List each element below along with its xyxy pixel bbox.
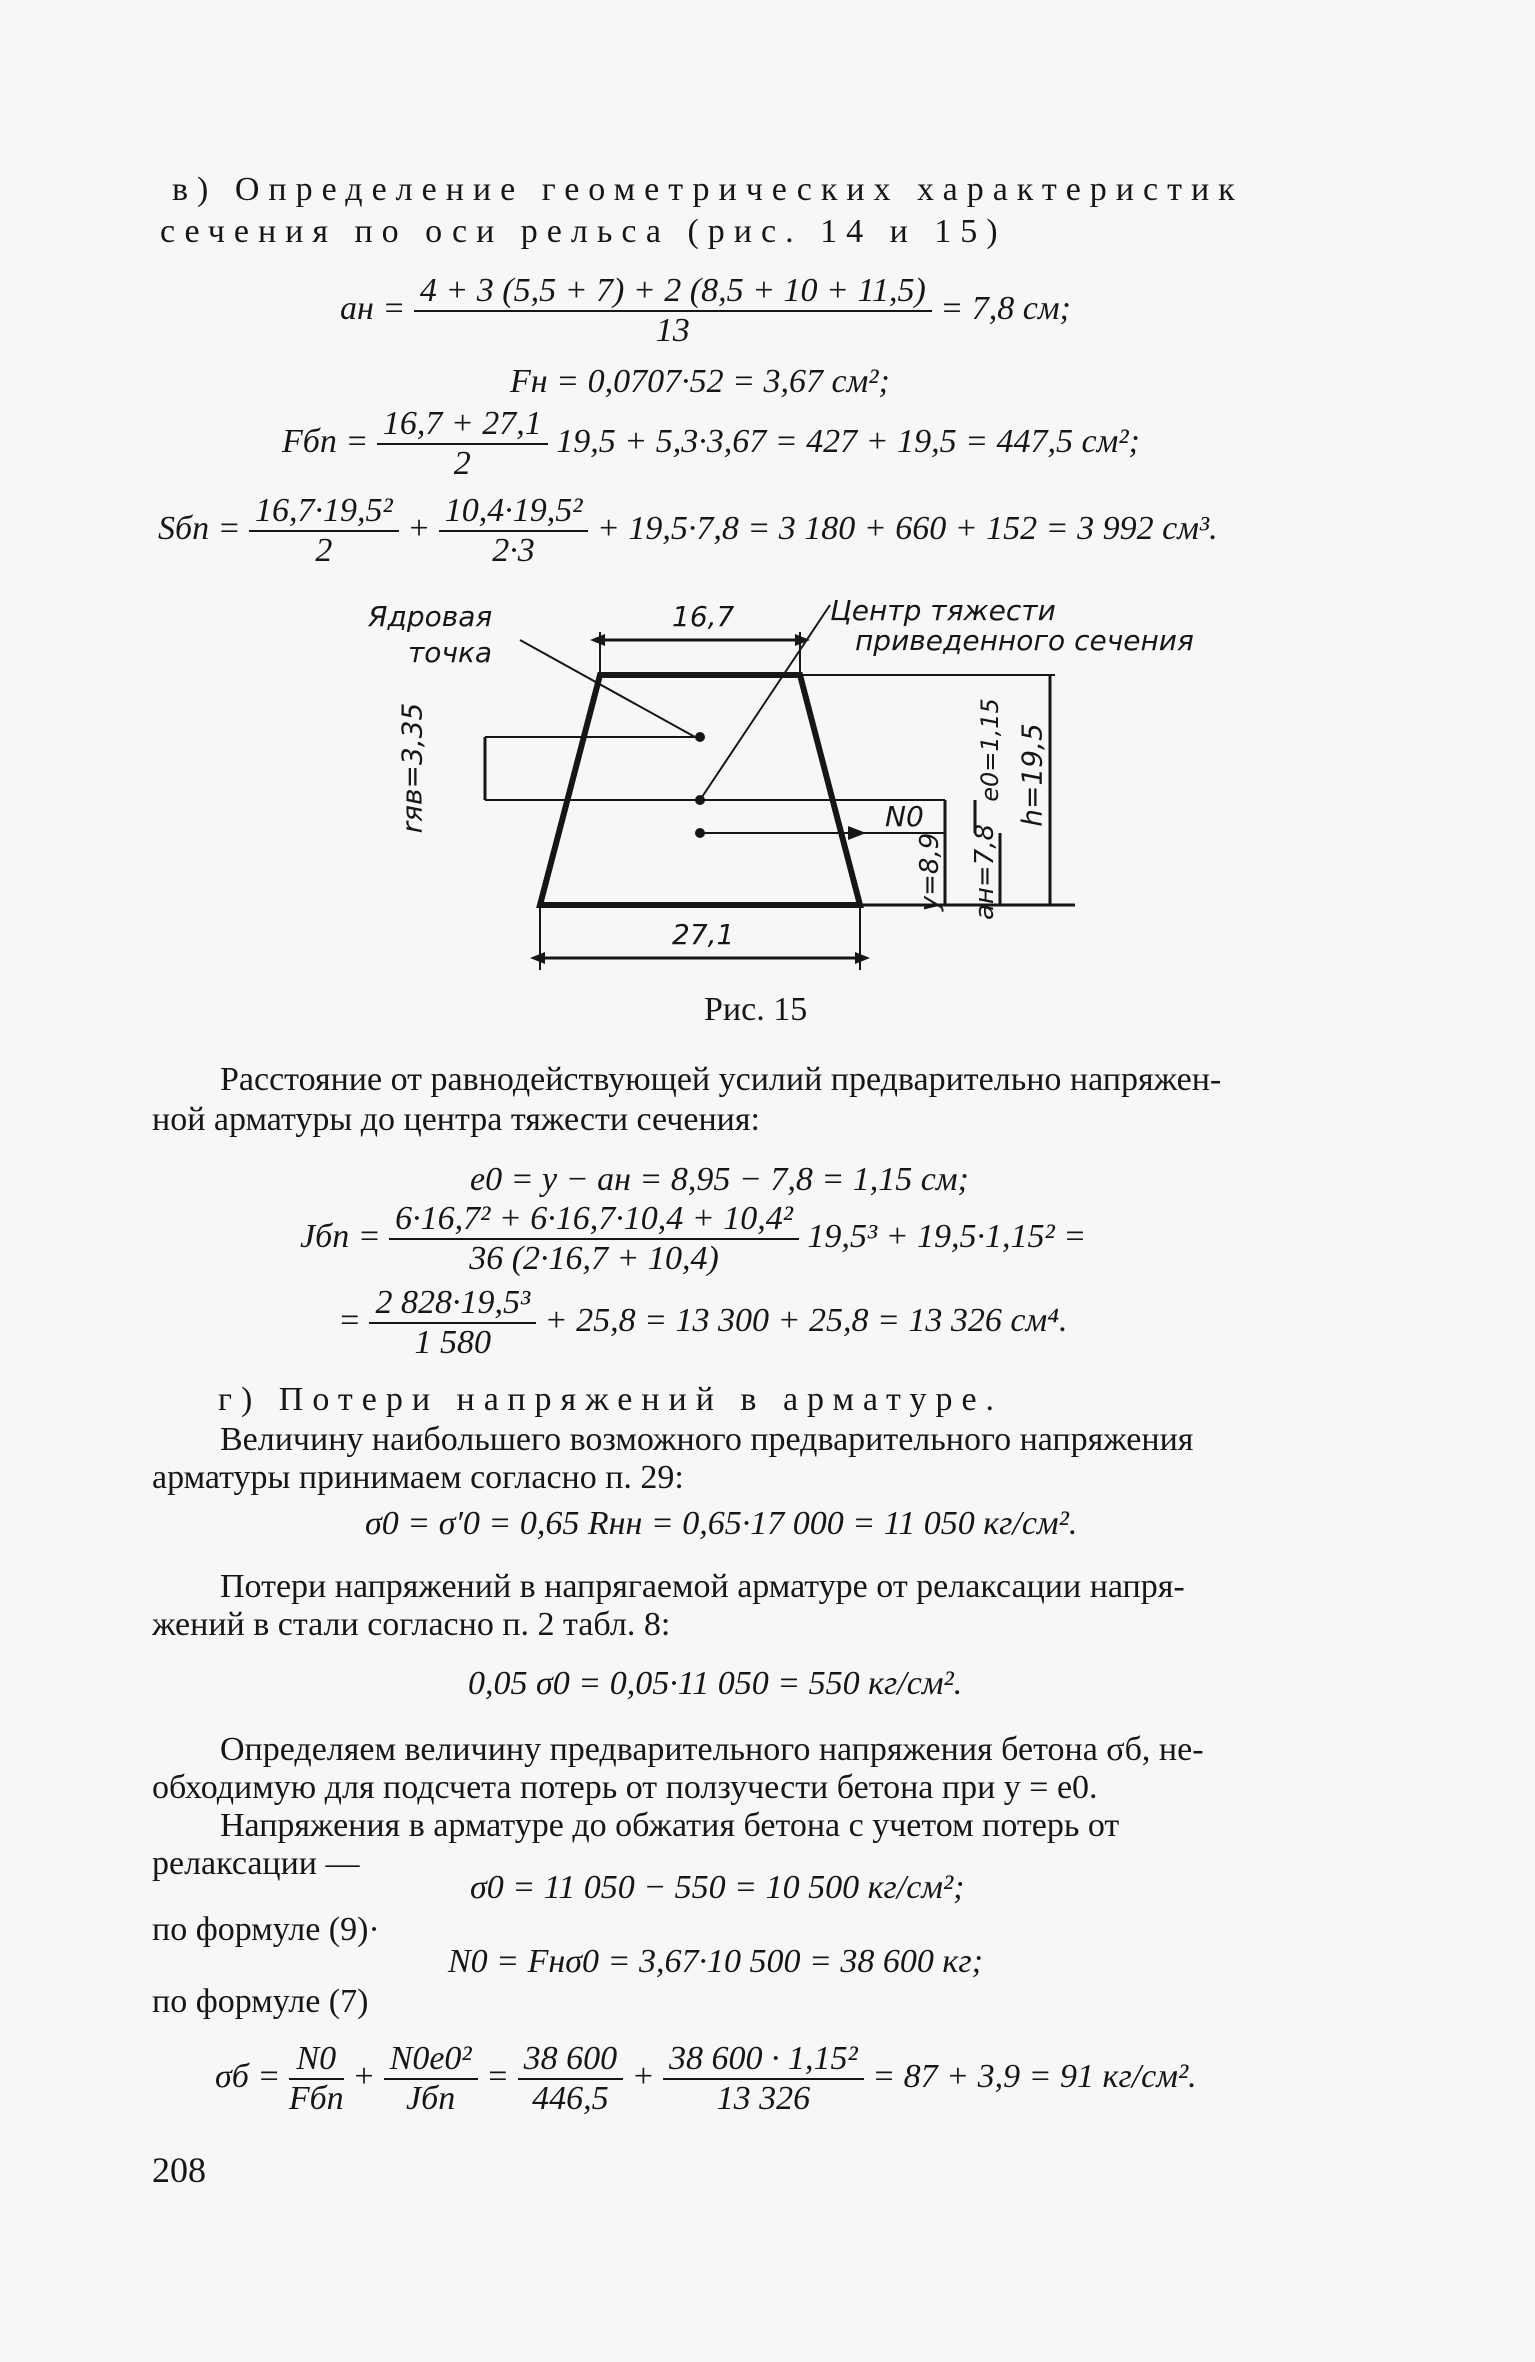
formula-a-n-lhs: aн = [340,289,406,327]
formula-sigma-b-den-4: 13 326 [716,2080,811,2117]
formula-sigma-b-num-3: 38 600 [518,2040,624,2080]
label-top-width: 16,7 [672,600,735,633]
label-a-n: aн=7,8 [970,823,1000,921]
section-g-heading: г) Потери напряжений в арматуре. [218,1381,1004,1418]
formula-F-bp-denominator: 2 [453,445,471,482]
label-y: y=8,9 [915,832,945,912]
formula-J-bp-fraction [389,1200,799,1278]
formula-J-bp [300,1200,1086,1278]
formula-a-n-rhs: = 7,8 см; [940,289,1071,327]
section-g-p4-line1: Напряжения в арматуре до обжатия бетона с учетом потерь от [220,1807,1120,1844]
formula-sigma-b-den-3: 446,5 [532,2080,609,2117]
formula-a-n-numerator: 4 + 3 (5,5 + 7) + 2 (8,5 + 10 + 11,5) [414,272,932,312]
formula-sigma-b-plus-1: + [352,2057,376,2095]
N0-arrowhead [848,826,866,840]
formula-sigma-b-den-2: Jбп [406,2080,456,2117]
label-h: h=19,5 [1015,723,1049,827]
label-core-point-2: точка [408,636,493,669]
formula-J-bp-2-numerator: 2 828·19,5³ [369,1284,536,1324]
figure-caption: Рис. 15 [704,991,808,1028]
formula-F-bp-numerator: 16,7 + 27,1 [377,405,548,445]
formula-J-bp-2-fraction [369,1284,536,1362]
section-g-line1: Величину наибольшего возможного предварительного напряжения [220,1421,1194,1458]
label-r-yav: rяв=3,35 [395,702,429,834]
formula-S-bp-denominator-2: 2·3 [492,532,535,569]
formula-sigma-b-num-2: N0e0² [384,2040,478,2080]
centroid-dot [695,795,705,805]
formula-sigma-b-den-1: Fбп [288,2080,344,2117]
formula-J-bp-lhs: Jбп = [300,1217,381,1255]
formula-F-bp-rhs: 19,5 + 5,3·3,67 = 427 + 19,5 = 447,5 см²; [556,422,1140,460]
formula-sigma-b-plus-2: + [631,2057,655,2095]
formula-N0: N0 = Fнσ0 = 3,67·10 500 = 38 600 кг; [448,1943,983,1980]
formula-e0: e0 = y − aн = 8,95 − 7,8 = 1,15 см; [470,1161,969,1198]
formula-J-bp-2-lhs: = [338,1301,361,1339]
section-v-heading-line1: в) Определение геометрических характеристик [172,171,1244,208]
centroid-leader [700,605,830,800]
formula-J-bp-2-rhs: + 25,8 = 13 300 + 25,8 = 13 326 см⁴. [544,1301,1068,1339]
formula-F-n: Fн = 0,0707·52 = 3,67 см²; [510,363,890,400]
section-g-p4-line2: релаксации — [152,1845,360,1882]
label-e0: e0=1,15 [976,698,1004,802]
section-v-heading-line2: сечения по оси рельса (рис. 14 и 15) [160,213,1007,250]
formula-J-bp-2-denominator: 1 580 [414,1324,492,1361]
section-g-p2-line1: Потери напряжений в напрягаемой арматуре от релаксации напря- [220,1568,1185,1605]
section-g-p2-line2: жений в стали согласно п. 2 табл. 8: [152,1606,671,1643]
label-bottom-width: 27,1 [672,918,735,951]
formula-sigma0-b: σ0 = 11 050 − 550 = 10 500 кг/см²; [470,1869,965,1906]
formula-sigma-b-rhs: = 87 + 3,9 = 91 кг/см². [872,2057,1197,2095]
formula-sigma-b-num-4: 38 600 · 1,15² [663,2040,864,2080]
formula-S-bp-plus: + [407,509,431,547]
formula-S-bp-rhs: + 19,5·7,8 = 3 180 + 660 + 152 = 3 992 см³. [596,509,1218,547]
formula-J-bp-rhs: 19,5³ + 19,5·1,15² = [807,1217,1087,1255]
formula-J-bp-2 [338,1284,1068,1362]
formula-S-bp-lhs: Sбп = [158,509,241,547]
formula-sigma-b-num-1: N0 [289,2040,344,2080]
formula-sigma-b-lhs: σб = [215,2057,281,2095]
formula-J-bp-numerator: 6·16,7² + 6·16,7·10,4 + 10,4² [389,1200,799,1240]
label-N0: N0 [885,800,924,833]
formula-sigma-b-fraction-4 [663,2040,864,2118]
formula-F-bp-lhs: Fбп = [282,422,369,460]
formula-sigma-b-fraction-3 [518,2040,624,2118]
page-number: 208 [152,2150,206,2190]
section-g-line2: арматуры принимаем согласно п. 29: [152,1459,684,1496]
formula-S-bp-numerator-2: 10,4·19,5² [439,492,589,532]
by-formula-9: по формуле (9)· [152,1911,380,1948]
formula-sigma-b-eq: = [486,2057,510,2095]
formula-J-bp-denominator: 36 (2·16,7 + 10,4) [469,1240,719,1277]
section-g-p3-line2: обходимую для подсчета потерь от ползучести бетона при y = e0. [152,1769,1098,1806]
core-point-dot [695,732,705,742]
tendon-dot [695,828,705,838]
label-centroid-2: приведенного сечения [855,624,1194,657]
para1-line1: Расстояние от равнодействующей усилий предварительно напряжен- [220,1061,1222,1098]
formula-sigma0: σ0 = σ′0 = 0,65 Rнн = 0,65·17 000 = 11 050 кг/см². [365,1505,1078,1542]
formula-S-bp-numerator-1: 16,7·19,5² [249,492,399,532]
label-core-point-1: Ядровая [368,600,493,633]
label-centroid-1: Центр тяжести [830,594,1056,627]
formula-sigma-b-fraction-1 [289,2040,344,2118]
core-point-leader [520,640,695,737]
section-g-p3-line1: Определяем величину предварительного напряжения бетона σб, не- [220,1731,1204,1768]
by-formula-7: по формуле (7) [152,1983,369,2020]
formula-a-n-denominator: 13 [655,312,690,349]
section-trapezoid [540,675,860,905]
para1-line2: ной арматуры до центра тяжести сечения: [152,1101,760,1138]
formula-sigma-b-fraction-2 [384,2040,478,2118]
formula-S-bp-denominator-1: 2 [315,532,333,569]
figure-15-diagram [0,0,1535,1000]
formula-sigma-b [215,2040,1197,2118]
formula-relaxation: 0,05 σ0 = 0,05·11 050 = 550 кг/см². [468,1665,963,1702]
